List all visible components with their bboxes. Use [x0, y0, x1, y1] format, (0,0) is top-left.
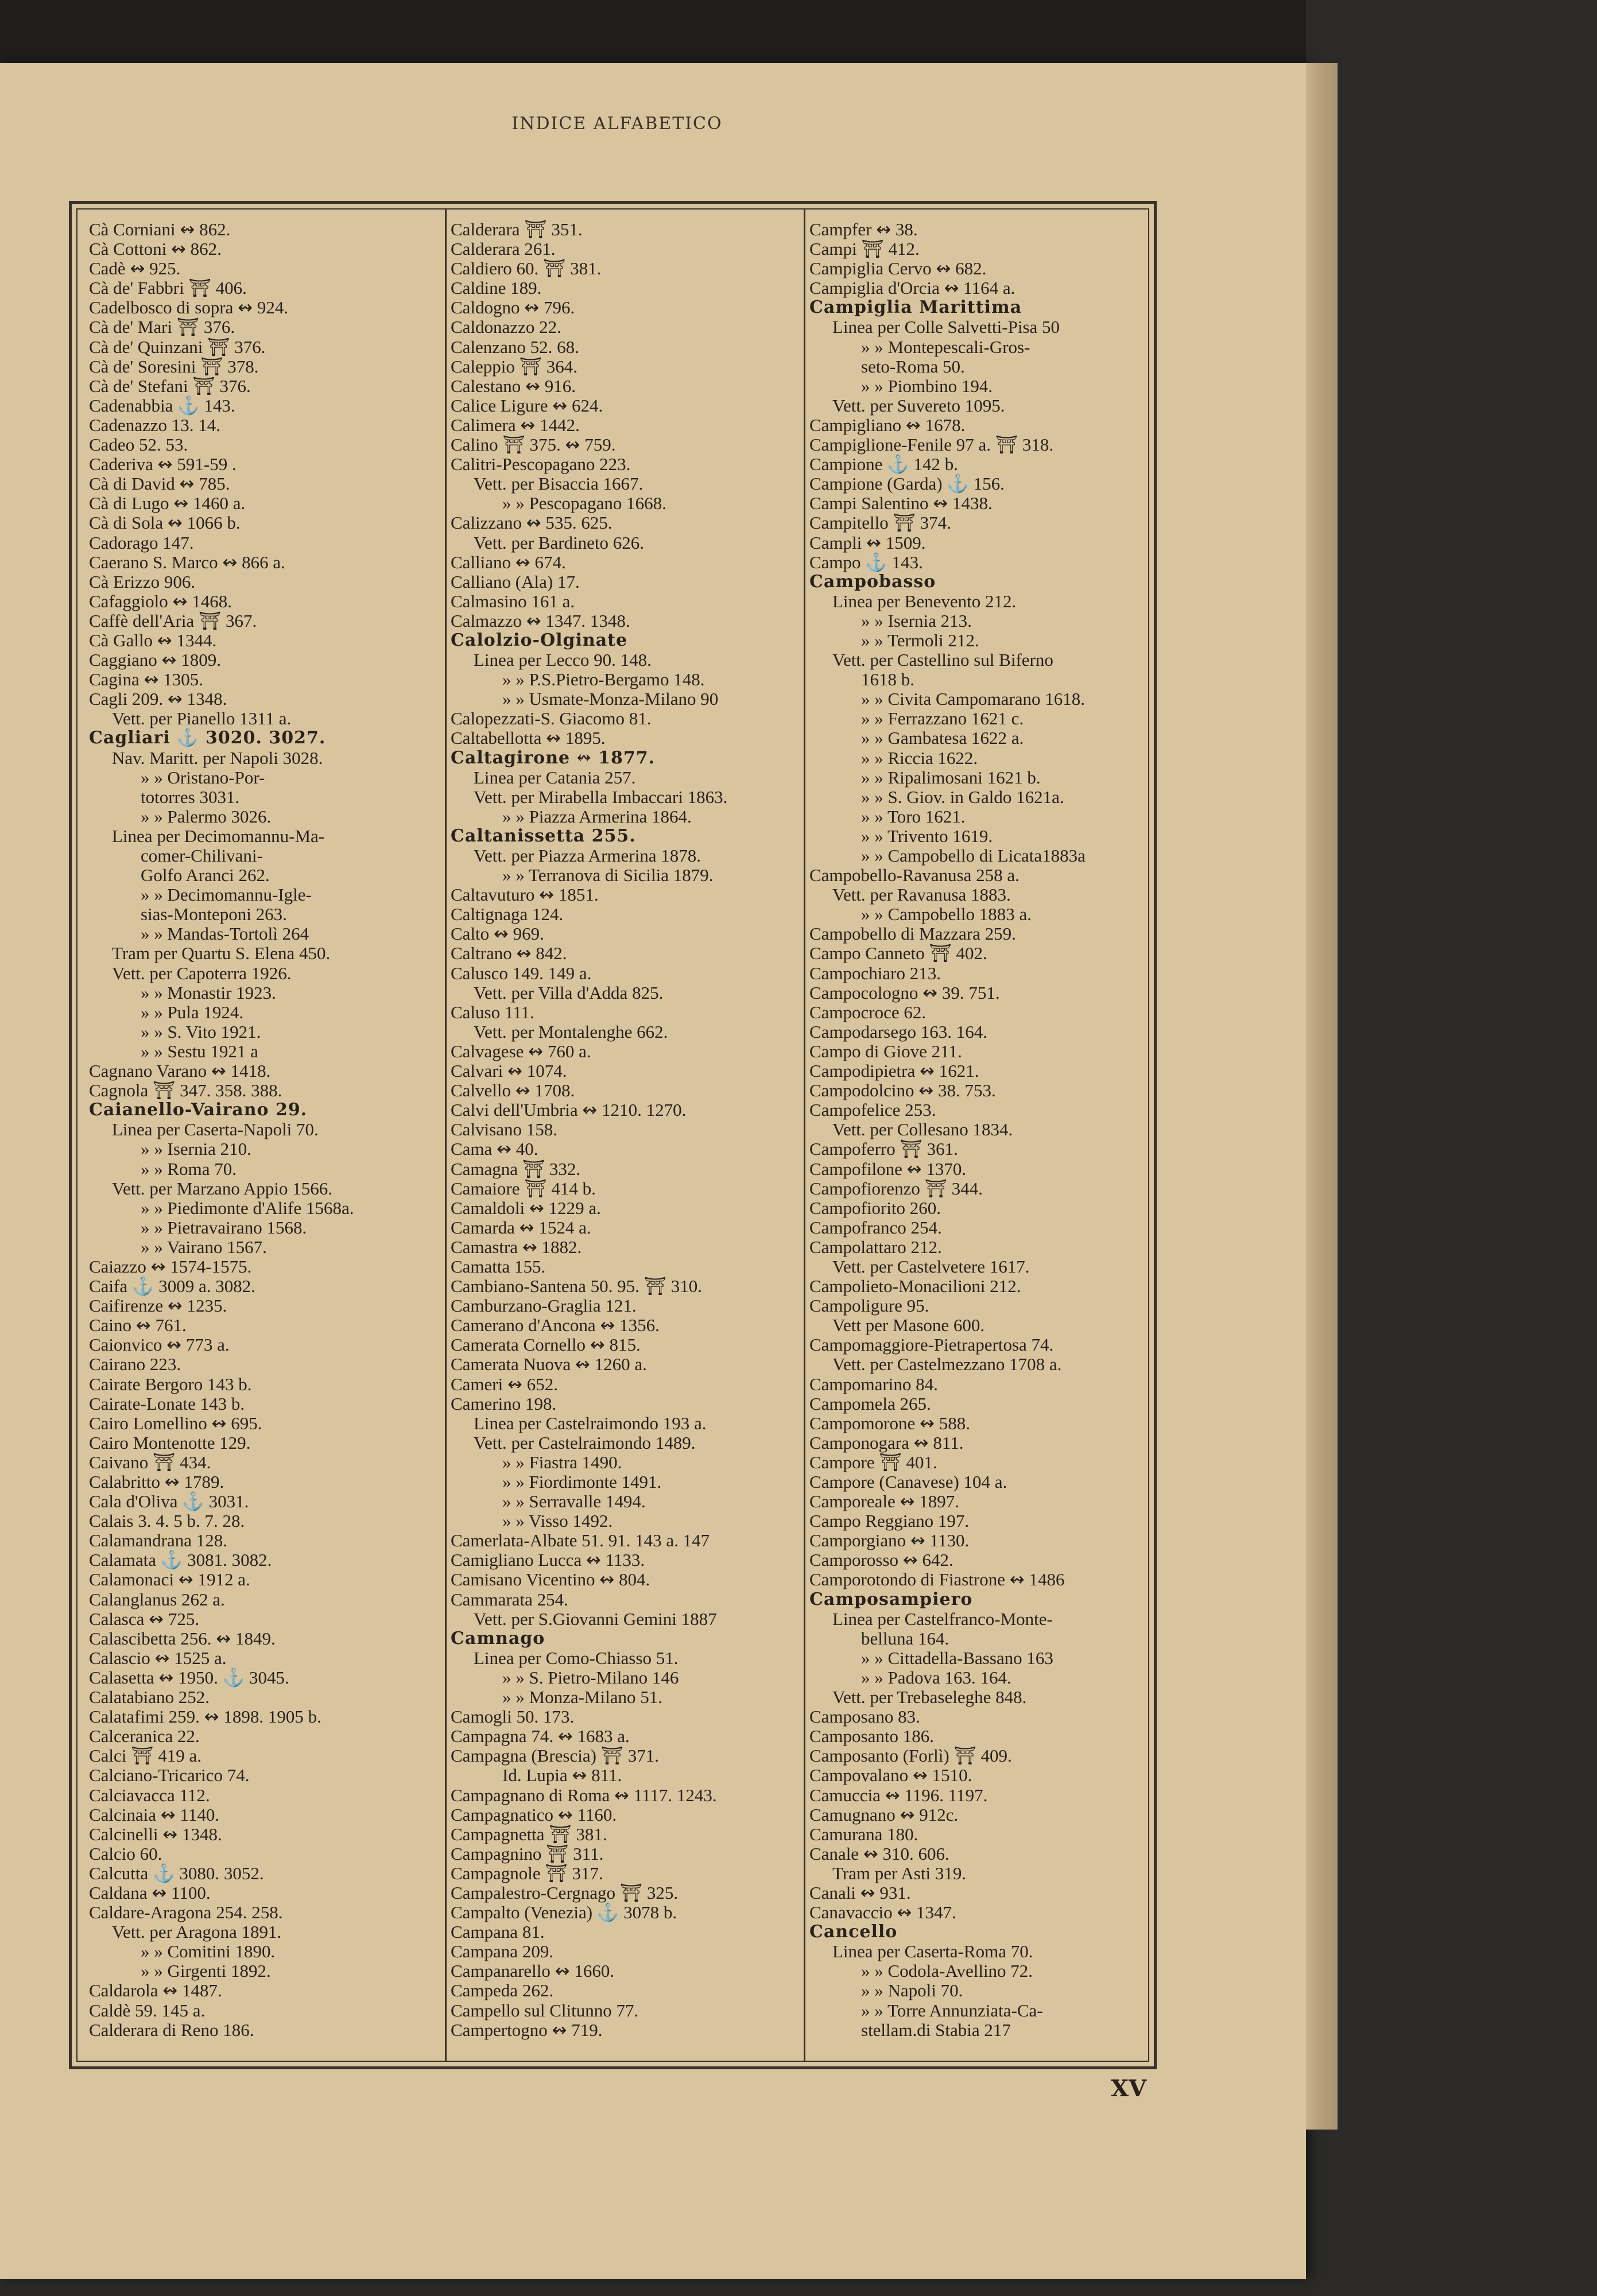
index-entry: Camnago — [451, 1628, 545, 1649]
index-entry: Campolieto-Monacilioni 212. — [809, 1276, 1021, 1297]
index-entry: Cairate Bergoro 143 b. — [89, 1374, 252, 1394]
index-entry: Campli ↭ 1509. — [809, 532, 926, 553]
index-entry: Campo di Giove 211. — [809, 1041, 962, 1061]
index-entry: Cairate-Lonate 143 b. — [89, 1393, 245, 1414]
index-entry: Camaiore ⛩ 414 b. — [451, 1178, 596, 1199]
index-entry: Nav. Maritt. per Napoli 3028. — [112, 747, 323, 768]
index-entry: » » Serravalle 1494. — [502, 1491, 646, 1512]
page-title: INDICE ALFABETICO — [511, 114, 723, 134]
index-entry: Campo Canneto ⛩ 402. — [809, 943, 987, 964]
index-entry: Campana 209. — [451, 1941, 554, 1962]
index-entry: Calatafimi 259. ↭ 1898. 1905 b. — [89, 1707, 321, 1727]
index-entry: Vett. per Marzano Appio 1566. — [112, 1178, 332, 1199]
index-entry: Caltabellotta ↭ 1895. — [451, 728, 606, 748]
index-entry: Calizzano ↭ 535. 625. — [451, 513, 613, 533]
index-entry: Linea per Castelfranco-Monte- — [832, 1608, 1053, 1629]
index-entry: Campana 81. — [451, 1922, 545, 1942]
index-entry: Caifirenze ↭ 1235. — [89, 1296, 227, 1316]
index-entry: Vett. per Villa d'Adda 825. — [474, 982, 664, 1003]
index-entry: Campagnino ⛩ 311. — [451, 1843, 604, 1864]
index-entry: Calitri-Pescopagano 223. — [451, 454, 631, 475]
index-entry: Vett. per Aragona 1891. — [112, 1922, 282, 1942]
index-entry: » » Pula 1924. — [141, 1002, 244, 1022]
index-entry: Cà Erizzo 906. — [89, 571, 196, 592]
index-entry: Caleppio ⛩ 364. — [451, 356, 578, 377]
index-entry: Cadè ↭ 925. — [89, 258, 181, 279]
index-entry: Camposanto (Forlì) ⛩ 409. — [809, 1746, 1012, 1766]
index-entry: Vett. per Suvereto 1095. — [832, 395, 1005, 416]
index-entry: Calatabiano 252. — [89, 1687, 210, 1708]
index-entry: Calvi dell'Umbria ↭ 1210. 1270. — [451, 1100, 687, 1120]
index-entry: Campofiorenzo ⛩ 344. — [809, 1178, 983, 1199]
index-entry: Camerata Cornello ↭ 815. — [451, 1335, 641, 1355]
index-entry: Vett. per S.Giovanni Gemini 1887 — [474, 1608, 717, 1629]
index-entry: Campfer ↭ 38. — [809, 220, 918, 239]
index-entry: Id. Lupia ↭ 811. — [502, 1765, 622, 1786]
index-entry: » » Fiordimonte 1491. — [502, 1472, 662, 1492]
index-entry: Cadenazzo 13. 14. — [89, 414, 220, 435]
index-entry: Caluso 111. — [451, 1002, 534, 1022]
index-entry: Camerata Nuova ↭ 1260 a. — [451, 1354, 647, 1375]
index-entry: Calestano ↭ 916. — [451, 375, 576, 396]
index-entry: » » Decimomannu-Igle- — [141, 885, 312, 905]
index-entry: Calmasino 161 a. — [451, 591, 575, 611]
index-entry: Caifa ⚓ 3009 a. 3082. — [89, 1276, 255, 1297]
page-number: XV — [1111, 2075, 1147, 2102]
index-entry: Vett. per Pianello 1311 a. — [112, 708, 292, 729]
index-entry: Campore ⛩ 401. — [809, 1452, 937, 1472]
index-frame — [69, 201, 1157, 2069]
index-entry: Campigliano ↭ 1678. — [809, 414, 966, 435]
index-entry: Tram per Quartu S. Elena 450. — [112, 943, 331, 964]
index-entry: Calanglanus 262 a. — [89, 1589, 225, 1609]
index-entry: Canali ↭ 931. — [809, 1882, 911, 1903]
index-entry: Vett per Masone 600. — [832, 1315, 985, 1336]
index-entry: Linea per Caserta-Roma 70. — [832, 1941, 1033, 1962]
index-entry: Caldare-Aragona 254. 258. — [89, 1902, 283, 1923]
index-entry: » » P.S.Pietro-Bergamo 148. — [502, 669, 705, 690]
index-entry: Calto ↭ 969. — [451, 924, 544, 944]
index-entry: Calenzano 52. 68. — [451, 336, 579, 357]
index-entry: Campomaggiore-Pietrapertosa 74. — [809, 1335, 1054, 1355]
index-entry: Campomorone ↭ 588. — [809, 1413, 970, 1433]
index-entry: » » Ferrazzano 1621 c. — [861, 708, 1024, 729]
index-entry: Calvari ↭ 1074. — [451, 1061, 567, 1081]
index-entry: Calciavacca 112. — [89, 1785, 210, 1805]
index-entry: Camigliano Lucca ↭ 1133. — [451, 1550, 645, 1570]
index-entry: Vett. per Ravanusa 1883. — [832, 885, 1011, 905]
index-entry: Cà di David ↭ 785. — [89, 474, 230, 494]
index-entry: seto-Roma 50. — [861, 356, 965, 377]
index-entry: » » Codola-Avellino 72. — [861, 1961, 1033, 1981]
index-entry: » » Palermo 3026. — [141, 806, 272, 827]
index-entry: Cancello — [809, 1922, 898, 1942]
index-entry: » » Vairano 1567. — [141, 1236, 267, 1257]
index-entry: » » Trivento 1619. — [861, 825, 993, 846]
index-entry: Campofelice 253. — [809, 1100, 936, 1120]
index-entry: Vett. per Collesano 1834. — [832, 1119, 1013, 1140]
index-entry: » » S. Giov. in Galdo 1621a. — [861, 786, 1064, 807]
index-entry: Camaldoli ↭ 1229 a. — [451, 1197, 601, 1218]
index-entry: Cadeo 52. 53. — [89, 435, 188, 455]
index-entry: Campello sul Clitunno 77. — [451, 2000, 639, 2020]
index-entry: » » Padova 163. 164. — [861, 1667, 1011, 1688]
index-entry: belluna 164. — [861, 1628, 949, 1649]
index-entry: Linea per Colle Salvetti-Pisa 50 — [832, 317, 1060, 338]
index-entry: » » Napoli 70. — [861, 1980, 963, 2001]
index-entry: Cairo Montenotte 129. — [89, 1432, 251, 1453]
index-entry: Camerano d'Ancona ↭ 1356. — [451, 1315, 660, 1336]
index-entry: Campomarino 84. — [809, 1374, 938, 1394]
index-entry: Caldana ↭ 1100. — [89, 1882, 211, 1903]
index-entry: Campiglia Marittima — [809, 297, 1022, 318]
index-entry: Campagnano di Roma ↭ 1117. 1243. — [451, 1785, 717, 1805]
index-entry: Caltanissetta 255. — [451, 825, 636, 846]
index-entry: Linea per Catania 257. — [474, 767, 636, 788]
index-entry: sias-Monteponi 263. — [141, 904, 287, 925]
index-entry: Canale ↭ 310. 606. — [809, 1843, 949, 1864]
index-entry: comer-Chilivani- — [141, 846, 263, 866]
index-entry: Cama ↭ 40. — [451, 1139, 538, 1159]
index-entry: Campomela 265. — [809, 1393, 931, 1414]
index-entry: Vett. per Capoterra 1926. — [112, 963, 292, 983]
index-entry: Camburzano-Graglia 121. — [451, 1296, 637, 1316]
index-entry: Calasca ↭ 725. — [89, 1608, 200, 1629]
index-entry: Calliano ↭ 674. — [451, 552, 566, 572]
index-entry: Calvagese ↭ 760 a. — [451, 1041, 591, 1061]
index-entry: Calliano (Ala) 17. — [451, 571, 580, 592]
index-entry: » » Girgenti 1892. — [141, 1961, 271, 1981]
index-entry: Cammarata 254. — [451, 1589, 568, 1609]
index-entry: Cagli 209. ↭ 1348. — [89, 689, 227, 709]
index-entry: » » Monastir 1923. — [141, 982, 276, 1003]
index-entry: Campagnetta ⛩ 381. — [451, 1824, 607, 1844]
index-entry: Caiazzo ↭ 1574-1575. — [89, 1256, 252, 1277]
index-entry: Campo ⚓ 143. — [809, 552, 923, 572]
index-entry: Campanarello ↭ 1660. — [451, 1961, 615, 1981]
index-entry: Campagna (Brescia) ⛩ 371. — [451, 1746, 660, 1766]
index-entry: Camurana 180. — [809, 1824, 918, 1844]
index-entry: Linea per Lecco 90. 148. — [474, 650, 652, 670]
index-entry: Calcinaia ↭ 1140. — [89, 1804, 220, 1825]
index-entry: Caggiano ↭ 1809. — [89, 650, 222, 670]
index-entry: Cambiano-Santena 50. 95. ⛩ 310. — [451, 1276, 702, 1297]
index-entry: Camponogara ↭ 811. — [809, 1432, 964, 1453]
index-entry: Cà de' Quinzani ⛩ 376. — [89, 336, 266, 357]
index-entry: totorres 3031. — [141, 786, 240, 807]
index-entry: Campodipietra ↭ 1621. — [809, 1061, 979, 1081]
index-entry: Vett. per Trebaseleghe 848. — [832, 1687, 1027, 1708]
index-entry: » » Piombino 194. — [861, 375, 993, 396]
index-entry: Camporotondo di Fiastrone ↭ 1486 — [809, 1569, 1065, 1590]
index-entry: Vett. per Montalenghe 662. — [474, 1021, 668, 1042]
index-entry: Campolattaro 212. — [809, 1236, 942, 1257]
index-entry: » » Cittadella-Bassano 163 — [861, 1647, 1053, 1668]
index-entry: Vett. per Mirabella Imbaccari 1863. — [474, 786, 728, 807]
index-entry: Vett. per Bardineto 626. — [474, 532, 645, 553]
index-entry: Caionvico ↭ 773 a. — [89, 1335, 230, 1355]
index-entry: Campo Reggiano 197. — [809, 1511, 970, 1531]
index-entry: Camarda ↭ 1524 a. — [451, 1217, 591, 1238]
index-entry: » » Montepescali-Gros- — [861, 336, 1030, 357]
index-entry: Calcinelli ↭ 1348. — [89, 1824, 222, 1844]
index-entry: Vett. per Castelraimondo 1489. — [474, 1432, 696, 1453]
index-entry: Cadorago 147. — [89, 532, 194, 553]
index-entry: Campeda 262. — [451, 1980, 554, 2001]
index-entry: 1618 b. — [861, 669, 914, 690]
index-entry: Calascibetta 256. ↭ 1849. — [89, 1628, 276, 1649]
index-entry: Linea per Como-Chiasso 51. — [474, 1647, 679, 1668]
index-entry: » » Pietravairano 1568. — [141, 1217, 307, 1238]
index-entry: Cà Corniani ↭ 862. — [89, 220, 231, 239]
index-entry: Calvello ↭ 1708. — [451, 1080, 575, 1101]
index-entry: Vett. per Castellino sul Biferno — [832, 650, 1053, 670]
index-entry: » » Isernia 210. — [141, 1139, 251, 1159]
index-entry: Cagliari ⚓ 3020. 3027. — [89, 728, 326, 748]
index-entry: Cadenabbia ⚓ 143. — [89, 395, 235, 416]
index-entry: Campobasso — [809, 571, 936, 592]
index-entry: Caivano ⛩ 434. — [89, 1452, 211, 1472]
index-entry: Caderiva ↭ 591-59 . — [89, 454, 237, 475]
index-entry: Cagina ↭ 1305. — [89, 669, 204, 690]
index-entry: Camatta 155. — [451, 1256, 546, 1277]
index-entry: Cà de' Soresini ⛩ 378. — [89, 356, 259, 377]
index-entry: Calais 3. 4. 5 b. 7. 28. — [89, 1511, 245, 1531]
index-entry: Calciano-Tricarico 74. — [89, 1765, 250, 1786]
index-entry: Golfo Aranci 262. — [141, 865, 270, 886]
index-entry: Caldarola ↭ 1487. — [89, 1980, 222, 2001]
index-entry: Camagna ⛩ 332. — [451, 1158, 581, 1179]
index-entry: » » Usmate-Monza-Milano 90 — [502, 689, 719, 709]
index-entry: » » Pescopagano 1668. — [502, 493, 666, 514]
index-entry: Camisano Vicentino ↭ 804. — [451, 1569, 650, 1590]
index-entry: » » Riccia 1622. — [861, 747, 978, 768]
index-column-2 — [451, 220, 809, 2055]
index-entry: Camporosso ↭ 642. — [809, 1550, 953, 1570]
index-entry: Vett. per Castelmezzano 1708 a. — [832, 1354, 1062, 1375]
index-entry: Camugnano ↭ 912c. — [809, 1804, 959, 1825]
index-entry: » » Visso 1492. — [502, 1511, 613, 1531]
index-entry: » » Toro 1621. — [861, 806, 966, 827]
index-entry: Vett. per Piazza Armerina 1878. — [474, 846, 701, 866]
index-entry: Caerano S. Marco ↭ 866 a. — [89, 552, 285, 572]
index-entry: Campodarsego 163. 164. — [809, 1021, 987, 1042]
index-entry: Caltavuturo ↭ 1851. — [451, 885, 599, 905]
index-entry: Campiglia d'Orcia ↭ 1164 a. — [809, 278, 1015, 298]
index-entry: » » Ripalimosani 1621 b. — [861, 767, 1041, 788]
index-entry: Campagna 74. ↭ 1683 a. — [451, 1726, 630, 1747]
index-entry: Caltrano ↭ 842. — [451, 943, 567, 964]
index-entry: » » Piedimonte d'Alife 1568a. — [141, 1197, 354, 1218]
index-entry: Vett. per Bisaccia 1667. — [474, 474, 644, 494]
index-entry: Cameri ↭ 652. — [451, 1374, 558, 1394]
index-entry: Calimera ↭ 1442. — [451, 414, 580, 435]
index-entry: Linea per Benevento 212. — [832, 591, 1017, 611]
index-entry: Campagnatico ↭ 1160. — [451, 1804, 617, 1825]
index-entry: Calolzio-Olginate — [451, 630, 628, 650]
index-entry: Cà Gallo ↭ 1344. — [89, 630, 217, 650]
index-entry: Linea per Castelraimondo 193 a. — [474, 1413, 707, 1433]
index-entry: Cà de' Stefani ⛩ 376. — [89, 375, 251, 396]
index-entry: Caianello-Vairano 29. — [89, 1100, 308, 1120]
index-entry: Caldè 59. 145 a. — [89, 2000, 206, 2020]
index-entry: Campore (Canavese) 104 a. — [809, 1472, 1007, 1492]
index-entry: Cairo Lomellino ↭ 695. — [89, 1413, 262, 1433]
index-entry: Camastra ↭ 1882. — [451, 1236, 582, 1257]
index-entry: Canavaccio ↭ 1347. — [809, 1902, 956, 1923]
index-entry: Calderara di Reno 186. — [89, 2019, 254, 2040]
index-entry: » » Gambatesa 1622 a. — [861, 728, 1024, 748]
index-entry: » » Civita Campomarano 1618. — [861, 689, 1086, 709]
index-entry: Calmazzo ↭ 1347. 1348. — [451, 610, 630, 631]
index-entry: Calamata ⚓ 3081. 3082. — [89, 1550, 272, 1570]
index-entry: Campagnole ⛩ 317. — [451, 1863, 603, 1883]
index-entry: Campoligure 95. — [809, 1296, 929, 1316]
index-entry: Campofilone ↭ 1370. — [809, 1158, 967, 1179]
index-entry: Caltagirone ↭ 1877. — [451, 747, 656, 768]
index-entry: Campertogno ↭ 719. — [451, 2019, 603, 2040]
index-entry: Caffè dell'Aria ⛩ 367. — [89, 610, 257, 631]
index-entry: Camporgiano ↭ 1130. — [809, 1530, 970, 1551]
index-entry: Campalto (Venezia) ⚓ 3078 b. — [451, 1902, 677, 1923]
index-entry: Campobello di Mazzara 259. — [809, 924, 1016, 944]
index-entry: Cala d'Oliva ⚓ 3031. — [89, 1491, 249, 1512]
index-entry: Tram per Asti 319. — [832, 1863, 967, 1883]
index-entry: Campocologno ↭ 39. 751. — [809, 982, 1000, 1003]
index-entry: » » Torre Annunziata-Ca- — [861, 2000, 1043, 2020]
index-entry: Camerino 198. — [451, 1393, 557, 1414]
index-entry: Cagnano Varano ↭ 1418. — [89, 1061, 271, 1081]
index-entry: » » Termoli 212. — [861, 630, 979, 650]
index-entry: Cà Cottoni ↭ 862. — [89, 239, 222, 259]
index-entry: » » Isernia 213. — [861, 610, 972, 631]
index-entry: Calceranica 22. — [89, 1726, 200, 1747]
index-entry: Campalestro-Cergnago ⛩ 325. — [451, 1882, 679, 1903]
index-entry: Campione (Garda) ⚓ 156. — [809, 474, 1005, 494]
index-entry: Calamandrana 128. — [89, 1530, 228, 1551]
index-entry: Campofranco 254. — [809, 1217, 942, 1238]
index-entry: Campobello-Ravanusa 258 a. — [809, 865, 1020, 886]
index-entry: » » S. Pietro-Milano 146 — [502, 1667, 679, 1688]
index-entry: Campiglione-Fenile 97 a. ⛩ 318. — [809, 435, 1054, 455]
index-entry: Cà de' Fabbri ⛩ 406. — [89, 278, 247, 298]
index-entry: Campiglia Cervo ↭ 682. — [809, 258, 987, 279]
index-entry: Camporeale ↭ 1897. — [809, 1491, 959, 1512]
index-entry: Calusco 149. 149 a. — [451, 963, 592, 983]
index-entry: Cà di Sola ↭ 1066 b. — [89, 513, 241, 533]
index-entry: » » Oristano-Por- — [141, 767, 265, 788]
background-strip — [0, 0, 1306, 72]
index-entry: Cagnola ⛩ 347. 358. 388. — [89, 1080, 282, 1101]
index-entry: Camposampiero — [809, 1589, 973, 1609]
index-entry: Calci ⛩ 419 a. — [89, 1746, 202, 1766]
index-entry: Camposano 83. — [809, 1707, 920, 1727]
index-entry: Linea per Caserta-Napoli 70. — [112, 1119, 319, 1140]
index-column-3 — [809, 220, 1160, 2055]
index-entry: Campi Salentino ↭ 1438. — [809, 493, 993, 514]
page-edge — [1306, 63, 1338, 2130]
index-entry: Calvisano 158. — [451, 1119, 557, 1140]
index-entry: » » Monza-Milano 51. — [502, 1687, 662, 1708]
index-entry: Calasetta ↭ 1950. ⚓ 3045. — [89, 1667, 289, 1688]
index-entry: » » Terranova di Sicilia 1879. — [502, 865, 714, 886]
index-entry: stellam.di Stabia 217 — [861, 2019, 1011, 2040]
index-entry: Campoferro ⛩ 361. — [809, 1139, 958, 1159]
index-entry: Calamonaci ↭ 1912 a. — [89, 1569, 250, 1590]
index-entry: Campocroce 62. — [809, 1002, 927, 1022]
index-entry: Campitello ⛩ 374. — [809, 513, 951, 533]
index-entry: Campione ⚓ 142 b. — [809, 454, 959, 475]
index-entry: Cafaggiolo ↭ 1468. — [89, 591, 232, 611]
index-entry: Camogli 50. 173. — [451, 1707, 575, 1727]
index-entry: » » Piazza Armerina 1864. — [502, 806, 692, 827]
index-column-1 — [89, 220, 448, 2055]
index-entry: Camerlata-Albate 51. 91. 143 a. 147 — [451, 1530, 710, 1551]
index-entry: » » Mandas-Tortolì 264 — [141, 924, 309, 944]
index-entry: Campofiorito 260. — [809, 1197, 941, 1218]
index-entry: Caldiero 60. ⛩ 381. — [451, 258, 602, 279]
index-entry: Calderara 261. — [451, 239, 556, 259]
index-entry: Calcio 60. — [89, 1843, 162, 1864]
index-entry: Caldonazzo 22. — [451, 317, 561, 338]
index-entry: » » Roma 70. — [141, 1158, 237, 1179]
index-entry: » » Campobello 1883 a. — [861, 904, 1032, 925]
index-entry: Caldogno ↭ 796. — [451, 297, 575, 318]
index-entry: Calice Ligure ↭ 624. — [451, 395, 603, 416]
index-entry: » » Comitini 1890. — [141, 1941, 276, 1962]
index-entry: Caino ↭ 761. — [89, 1315, 187, 1336]
index-entry: Camuccia ↭ 1196. 1197. — [809, 1785, 988, 1805]
index-entry: Caltignaga 124. — [451, 904, 564, 925]
index-entry: Campochiaro 213. — [809, 963, 941, 983]
index-entry: Campodolcino ↭ 38. 753. — [809, 1080, 996, 1101]
index-entry: Vett. per Castelvetere 1617. — [832, 1256, 1030, 1277]
index-entry: » » S. Vito 1921. — [141, 1021, 261, 1042]
index-entry: Cà di Lugo ↭ 1460 a. — [89, 493, 246, 514]
index-entry: Calascio ↭ 1525 a. — [89, 1647, 227, 1668]
index-entry: Calopezzati-S. Giacomo 81. — [451, 708, 652, 729]
index-entry: Linea per Decimomannu-Ma- — [112, 825, 325, 846]
index-entry: Caldine 189. — [451, 278, 542, 298]
index-entry: Camposanto 186. — [809, 1726, 934, 1747]
index-entry: » » Campobello di Licata1883a — [861, 846, 1086, 866]
index-entry: » » Fiastra 1490. — [502, 1452, 622, 1472]
index-entry: Calcutta ⚓ 3080. 3052. — [89, 1863, 264, 1883]
index-entry: Campi ⛩ 412. — [809, 239, 920, 259]
index-entry: Calderara ⛩ 351. — [451, 220, 583, 239]
index-entry: Cairano 223. — [89, 1354, 181, 1375]
index-entry: Calabritto ↭ 1789. — [89, 1472, 224, 1492]
index-entry: Campovalano ↭ 1510. — [809, 1765, 972, 1786]
index-entry: Calino ⛩ 375. ↭ 759. — [451, 435, 616, 455]
index-frame-inner — [76, 208, 1149, 2062]
index-entry: Cadelbosco di sopra ↭ 924. — [89, 297, 289, 318]
index-entry: Cà de' Mari ⛩ 376. — [89, 317, 235, 338]
index-entry: » » Sestu 1921 a — [141, 1041, 258, 1061]
